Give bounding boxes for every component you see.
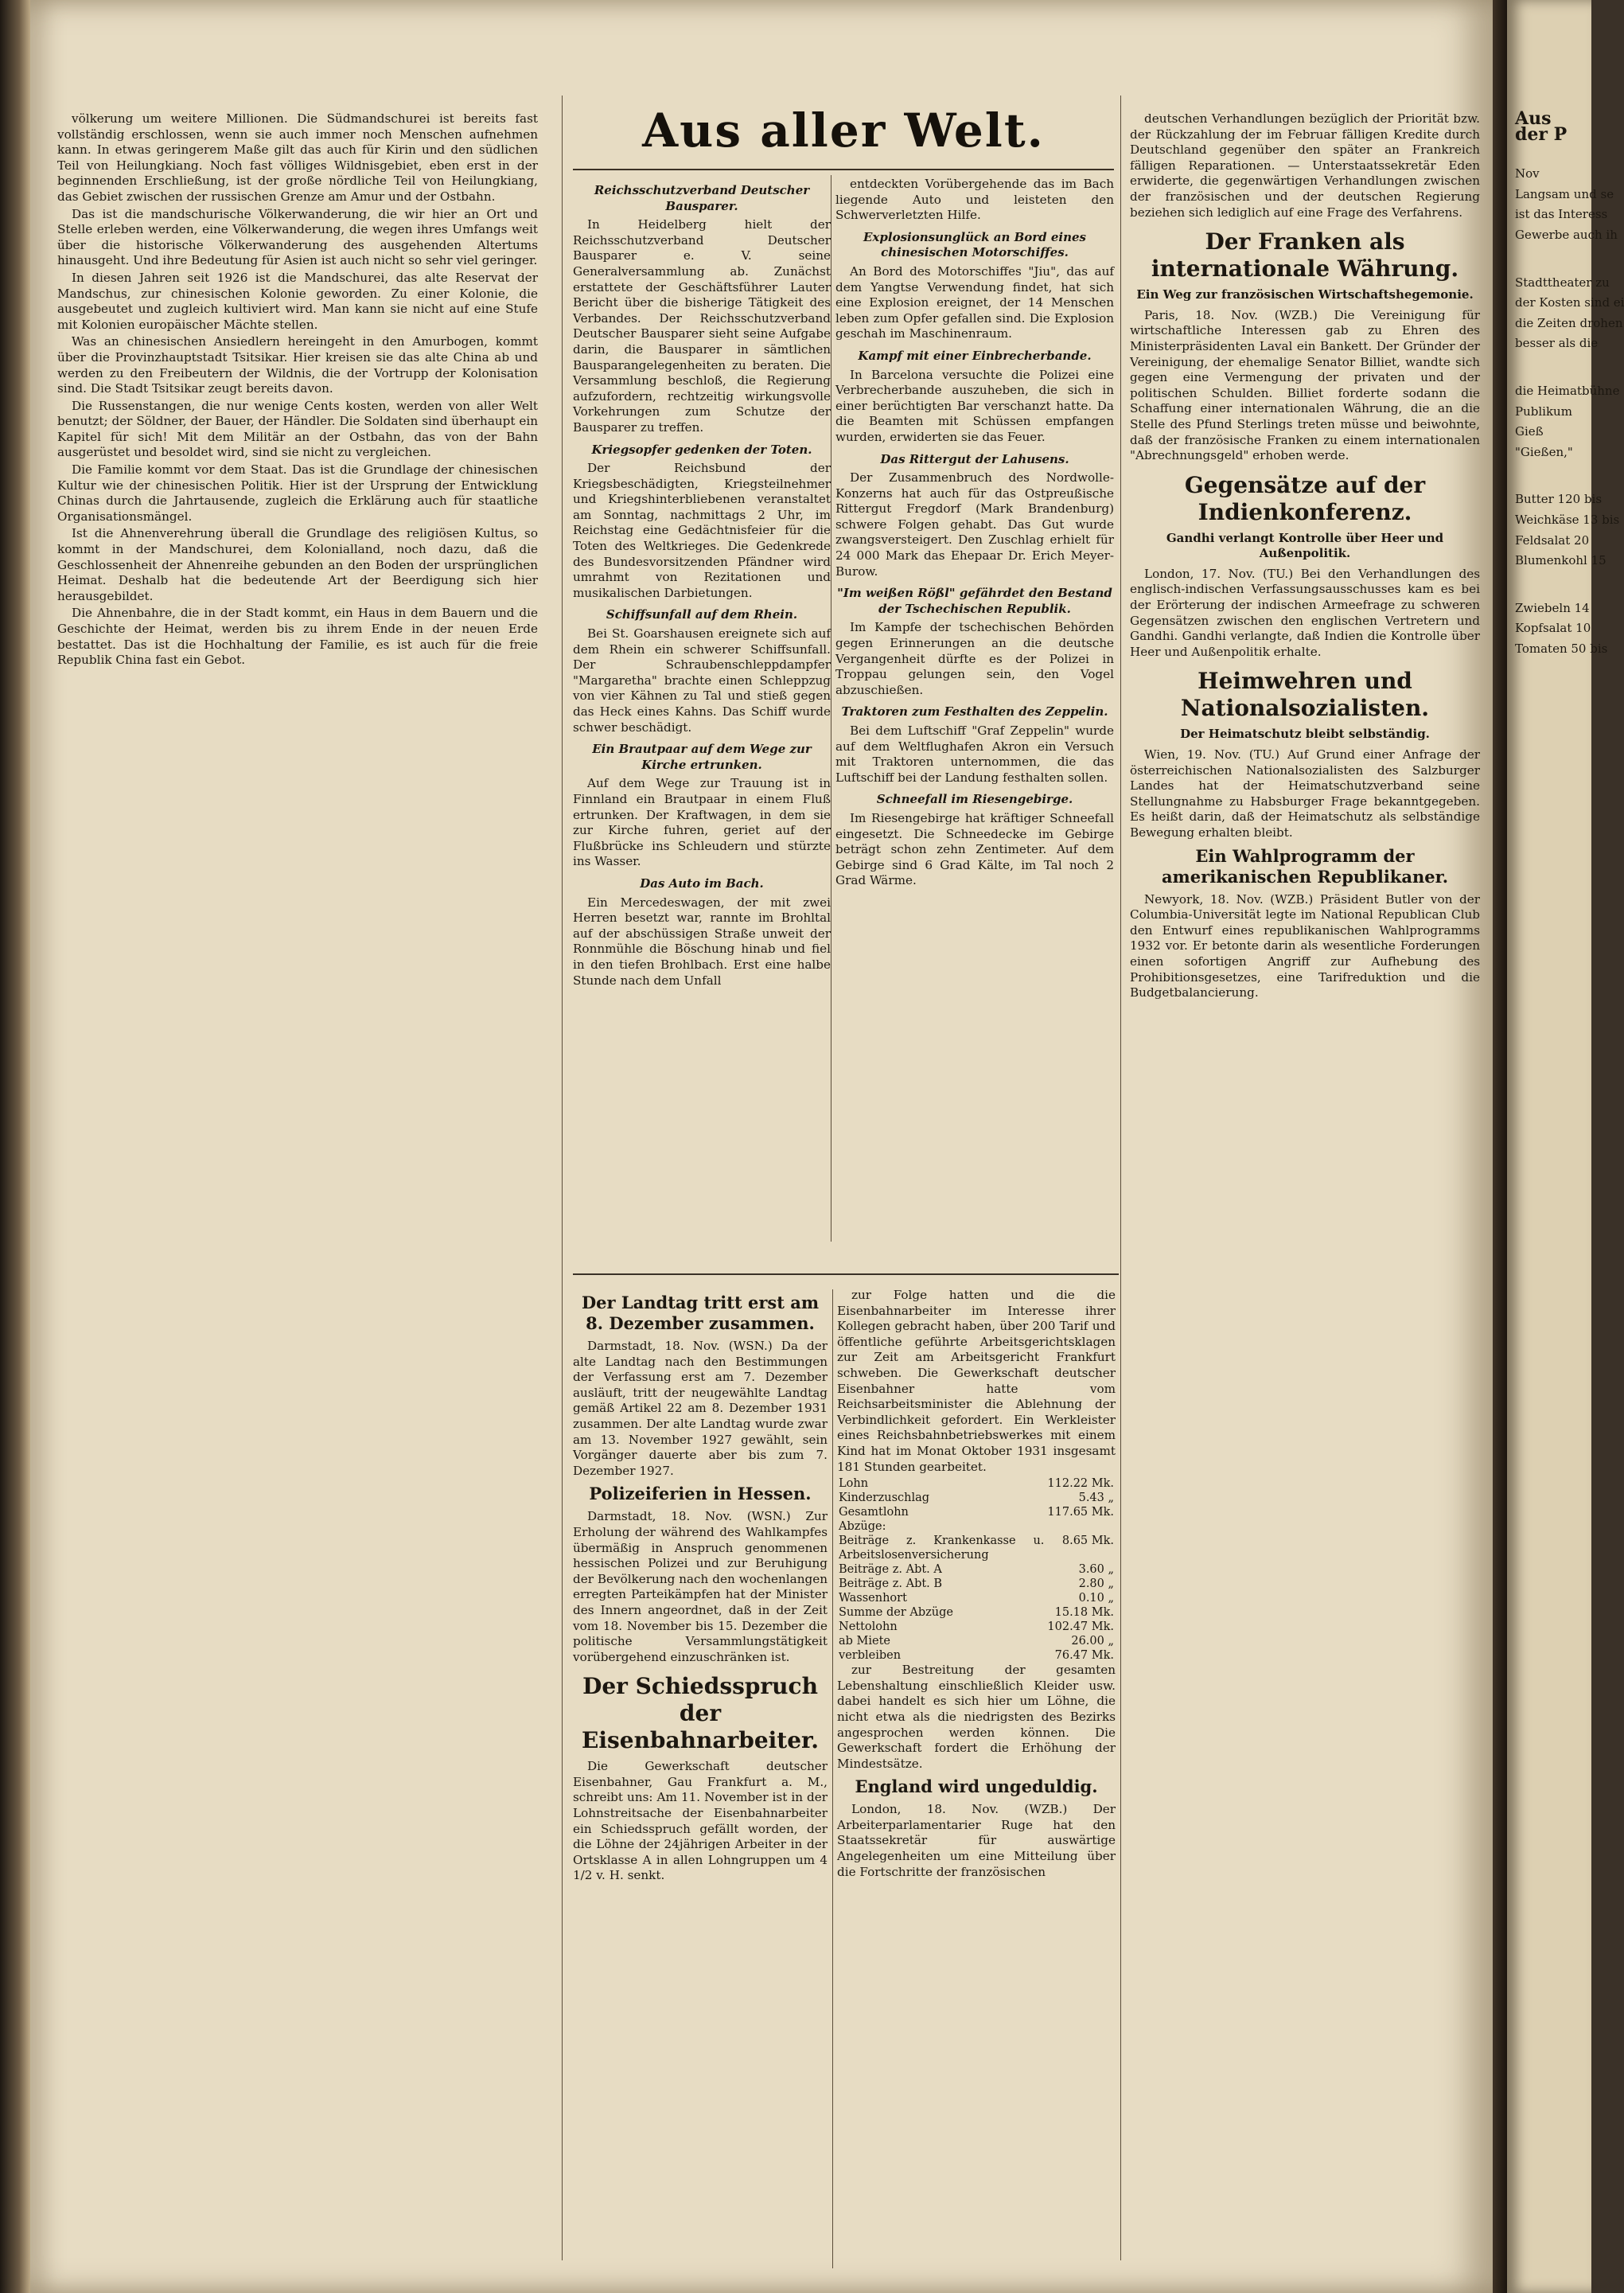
paragraph: Die Ahnenbahre, die in der Stadt kommt, ein Haus in dem Bauern und die Geschichte der Heimat, werden bis zu ihrem Ende in der neuen Erde bestattet. Das ist die Hochhaltung der Familie, es ist auch für die freie Republik China fast ein Gebot. (57, 606, 538, 668)
wage-table-row (837, 1591, 1116, 1605)
adjacent-page-title: Aus der P (1515, 108, 1568, 145)
adjacent-page-line: der Kosten sind ei (1515, 295, 1624, 310)
adjacent-page-line: die Zeiten drohen (1515, 315, 1623, 330)
news-headline: Das Auto im Bach. (640, 875, 764, 891)
news-body: Im Kampfe der tschechischen Behörden gegen Erinnerungen an die deutsche Vergangenheit dürfte es der Polizei in Troppau gelungen sein, den Vogel abzuschießen. (835, 620, 1114, 697)
news-body: In Barcelona versuchte die Polizei eine Verbrecherbande auszuheben, die sich in einer berüchtigten Bar verschanzt hatte. Da die Beamten mit Schüssen empfangen wurden, erwiderten sie das Feuer. (835, 367, 1114, 444)
news-headline: Schiffsunfall auf dem Rhein. (606, 607, 798, 622)
wage-table-row (837, 1534, 1116, 1562)
wage-label: Beiträge z. Abt. A (839, 1563, 942, 1577)
news-column-3 (835, 177, 1114, 891)
article-headline-heimwehren: Heimwehren und Nationalsozialisten. (1180, 668, 1430, 722)
wage-table-row (837, 1491, 1116, 1505)
news-body: Bei dem Luftschiff "Graf Zeppelin" wurde auf dem Weltflughafen Akron ein Versuch mit Traktoren unternommen, die das Luftschiff bei der Landung festhalten sollen. (835, 723, 1114, 785)
article-headline-landtag: Der Landtag tritt erst am 8. Dezember zusammen. (581, 1293, 820, 1333)
book-gutter-left (0, 0, 32, 2293)
wage-label: Beiträge z. Abt. B (839, 1577, 943, 1591)
news-headline: Explosionsunglück an Bord eines chinesischen Motorschiffes. (863, 229, 1086, 260)
news-headline: Schneefall im Riesengebirge. (876, 792, 1073, 807)
wage-value: 3.60 „ (1078, 1563, 1114, 1577)
news-body: Der Zusammenbruch des Nordwolle-Konzerns hat auch für das Ostpreußische Rittergut Fregdorf (Mark Brandenburg) schwere Folgen gehabt. Das Gut wurde zwangsversteigert. Den Zuschlag erhielt für 24 000 Mark das Ehepaar Dr. Erich Meyer-Burow. (835, 470, 1114, 579)
wage-label: Wassenhort (839, 1592, 907, 1605)
wage-table-row (837, 1476, 1116, 1491)
column-divider-1 (562, 96, 563, 2260)
news-headline: Kampf mit einer Einbrecherbande. (858, 348, 1092, 363)
wage-label: Kinderzuschlag (839, 1492, 930, 1505)
section-rule (573, 1273, 1119, 1275)
article-body: Newyork, 18. Nov. (WZB.) Präsident Butler von der Columbia-Universität legte im National Republican Club den Entwurf eines republikanischen Wahlprogramms 1932 vor. Er betonte darin als wesentliche Forderungen einen sofortigen Angriff zur Aufhebung des Prohibitionsgesetzes, eine Tarifreduktion und die Budgetbalancierung. (1130, 891, 1480, 1000)
wage-value: 102.47 Mk. (1047, 1620, 1114, 1634)
wage-label: Nettolohn (839, 1620, 898, 1634)
news-column-2-bottom (573, 1288, 828, 1885)
article-body: zur Folge hatten und die die Eisenbahnarbeiter im Interesse ihrer Kollegen gebracht haben, über 200 Tarif und öffentliche geführte Arbeitsgerichtsklagen zur Zeit am Arbeitsgericht Frankfurt schweben. Die Gewerkschaft deutscher Eisenbahner hatte vom Reichsarbeitsminister die Ablehnung der Verbindlichkeit gefordert. Ein Werkleister eines Reichsbahnbetriebswerkes mit einem Kind hat im Monat Oktober 1931 insgesamt 181 Stunden gearbeitet. (837, 1288, 1116, 1474)
adjacent-page-line: die Heimatbühne (1515, 383, 1620, 398)
article-body: London, 17. Nov. (TU.) Bei den Verhandlungen des englisch-indischen Verfassungsausschusses kam es bei der Erörterung der indischen Armeefrage zu schweren Gegensätzen zwischen den englischen Vertretern und Gandhi. Gandhi verlangte, daß Indien die Kontrolle über Heer und Außenpolitik erhalte. (1130, 566, 1480, 659)
wage-value: 117.65 Mk. (1047, 1506, 1114, 1519)
wage-value: 76.47 Mk. (1054, 1649, 1114, 1663)
news-body: An Bord des Motorschiffes "Jiu", das auf dem Yangtse Verwendung findet, hat sich eine Explosion ereignet, der 14 Menschen leben zum Opfer gefallen sind. Die Explosion geschah im Maschinenraum. (835, 263, 1114, 341)
article-headline-franken: Der Franken als internationale Währung. (1151, 228, 1459, 283)
adjacent-page-line: Gieß (1515, 424, 1544, 439)
adjacent-page-line: Publikum (1515, 404, 1572, 419)
news-headline: Reichsschutzverband Deutscher Bausparer. (594, 183, 810, 213)
wage-table-row (837, 1605, 1116, 1620)
article-headline-wahlprogramm: Ein Wahlprogramm der amerikanischen Republikaner. (1161, 845, 1449, 887)
adjacent-page-line: Stadttheater zu (1515, 275, 1610, 290)
wage-value: 112.22 Mk. (1047, 1477, 1114, 1491)
column-divider-3 (1120, 96, 1121, 2260)
adjacent-page-line: "Gießen," (1515, 444, 1573, 459)
article-deck: Der Heimatschutz bleibt selbständig. (1180, 727, 1430, 742)
news-body: Im Riesengebirge hat kräftiger Schneefall eingesetzt. Die Schneedecke im Gebirge beträgt schon zehn Zentimeter. Auf dem Gebirge sind 6 Grad Kälte, im Tal noch 2 Grad Wärme. (835, 810, 1114, 888)
news-column-3-bottom (837, 1288, 1116, 1882)
paragraph: Das ist die mandschurische Völkerwanderung, die wir hier an Ort und Stelle erleben werden, eine Völkerwanderung, die wegen ihres Umfangs weit über die historische Völkerwanderung des ausgehenden Altertums hinausgeht. Und ihre Bedeutung für Asien ist auch nicht so sehr viel geringer. (57, 206, 538, 268)
news-body: Der Reichsbund der Kriegsbeschädigten, Kriegsteilnehmer und Kriegshinterbliebenen veranstaltet am Sonntag, nachmittags 2 Uhr, im Reichstag eine Gedächtnisfeier für die Toten des Weltkrieges. Die Gedenkrede des Bundesvorsitzenden Pfändner wird umrahmt von Rezitationen und musikalischen Darbietungen. (573, 461, 831, 600)
news-headline: Traktoren zum Festhalten des Zeppelin. (841, 704, 1108, 719)
adjacent-page-line: Gewerbe auch ih (1515, 227, 1618, 242)
wage-table-row (837, 1577, 1116, 1591)
news-body: Auf dem Wege zur Trauung ist in Finnland ein Brautpaar in einem Fluß ertrunken. Der Kraftwagen, in dem sie zur Kirche fuhren, geriet auf der Flußbrücke ins Schleudern und stürzte ins Wasser. (573, 776, 831, 869)
adjacent-page-line: Langsam und se (1515, 186, 1614, 201)
wage-label: Lohn (839, 1477, 869, 1491)
article-headline-polizei: Polizeiferien in Hessen. (589, 1484, 812, 1504)
news-headline: Kriegsopfer gedenken der Toten. (591, 442, 812, 457)
article-body: Wien, 19. Nov. (TU.) Auf Grund einer Anfrage der österreichischen Nationalsozialisten des Salzburger Landes hat der Heimatschutzverband seine Stellungnahme zu Habsburger Frage bekanntgegeben. Es heißt darin, daß der Heimatschutz als selbständige Bewegung erhalten bleibt. (1130, 747, 1480, 840)
adjacent-page-line: Kopfsalat 10 (1515, 621, 1591, 636)
wage-value: 5.43 „ (1078, 1492, 1114, 1505)
paragraph: Was an chinesischen Ansiedlern hereingeht in den Amurbogen, kommt über die Provinzhauptstadt Tsitsikar. Hier kreisen sie das alte China ab und werden zu den Freibeutern der Wildnis, die der Vortrupp der Kolonisation sind. Die Stadt Tsitsikar zeugt bereits davon. (57, 334, 538, 396)
adjacent-page-line: Blumenkohl 15 (1515, 553, 1606, 568)
wage-table-row (837, 1519, 1116, 1534)
adjacent-page (1507, 0, 1624, 2293)
article-body: Paris, 18. Nov. (WZB.) Die Vereinigung für wirtschaftliche Interessen gab zu Ehren des Ministerpräsidenten Laval ein Bankett. Der Gründer der Vereinigung, der ehemalige Senator Billiet, wandte sich gegen eine Vermengung der privaten und der politischen Schulden. Billiet forderte sodann die Schaffung einer internationalen Währung, die an die Stelle des Pfund Sterlings treten müsse und beiwohnte, daß der französische Franken zu einem internationalen "Abrechnungsgeld" erhoben werde. (1130, 307, 1480, 463)
wage-value: 26.00 „ (1071, 1635, 1114, 1648)
wage-table-row (837, 1648, 1116, 1663)
paragraph: Die Russenstangen, die nur wenige Cents kosten, werden von aller Welt benutzt; der Söldner, der Bauer, der Händler. Die Soldaten sind überhaupt ein Kapitel für sich! Mit dem Militär an der Ostbahn, das von der Bahn ausgerüstet und besoldet wird, sind sie nicht zu vergleichen. (57, 398, 538, 460)
article-body: Die Gewerkschaft deutscher Eisenbahner, Gau Frankfurt a. M., schreibt uns: Am 11. November ist in der Lohnstreitsache der Eisenbahnarbeiter ein Schiedsspruch gefällt worden, der die Löhne der 24jährigen Arbeiter in der Ortsklasse A in allen Lohngruppen um 4 1/2 v. H. senkt. (573, 1759, 828, 1883)
wage-label: Gesamtlohn (839, 1506, 909, 1519)
adjacent-page-fragments (1515, 166, 1624, 657)
masthead-rule (573, 169, 1114, 170)
news-headline: Das Rittergut der Lahusens. (880, 451, 1069, 466)
article-body: Darmstadt, 18. Nov. (WSN.) Zur Erholung der während des Wahlkampfes übermäßig in Anspruch genommenen hessischen Polizei und zur Beruhigung der Bevölkerung nach den wochenlangen erregten Parteikämpfen hat der Minister des Innern angeordnet, daß in der Zeit vom 18. November bis 15. Dezember die politische Versammlungstätigkeit vorübergehend einzuschränken ist. (573, 1509, 828, 1664)
wage-table-row (837, 1620, 1116, 1634)
wage-table-row (837, 1562, 1116, 1577)
paragraph: völkerung um weitere Millionen. Die Südmandschurei ist bereits fast vollständig erschlossen, wenn sie auch immer noch Menschen aufnehmen kann. In etwas geringerem Maße gilt das auch für Kirin und den südlichen Teil von Heilungkiang. Noch fast völliges Wildnisgebiet, eben erst in der beginnenden Erschließung, ist der große nördliche Teil von Heilungkiang, das Gebiet zwischen der russischen Grenze am Amur und der Ostbahn. (57, 111, 538, 204)
news-body: In Heidelberg hielt der Reichsschutzverband Deutscher Bausparer e. V. seine Generalversammlung ab. Zunächst erstattete der Geschäftsführer Lauter Bericht über die bisherige Tätigkeit des Verbandes. Der Reichsschutzverband Deutscher Bausparer sieht seine Aufgabe darin, die Bausparer in sämtlichen Bausparangelegenheiten zu beraten. Die Versammlung beschloß, die Regierung aufzufordern, rechtzeitig wirkungsvolle Vorkehrungen zum Schutze der Bausparer zu treffen. (573, 217, 831, 435)
wage-table (837, 1476, 1116, 1663)
paragraph: In diesen Jahren seit 1926 ist die Mandschurei, das alte Reservat der Mandschus, zur chinesischen Kolonie geworden. Zu einer Kolonie, die ausgebeutet und zugleich kultiviert wird. Man kann sie nicht auf eine Stufe mit Kolonien europäischer Mächte stellen. (57, 270, 538, 332)
article-body: London, 18. Nov. (WZB.) Der Arbeiterparlamentarier Ruge hat den Staatssekretär für auswärtige Angelegenheiten um eine Mitteilung über die Fortschritte der französischen (837, 1802, 1116, 1879)
article-body: deutschen Verhandlungen bezüglich der Priorität bzw. der Rückzahlung der im Februar fälligen Kredite durch Deutschland gegenüber den später an Frankreich fälligen Reparationen. — Unterstaatssekretär Eden erwiderte, die gegenwärtigen Verhandlungen zwischen der französischen und der deutschen Regierung beziehen sich lediglich auf eine Frage des Verfahrens. (1130, 111, 1480, 220)
paragraph: Ist die Ahnenverehrung überall die Grundlage des religiösen Kultus, so kommt in der Mandschurei, dem Kolonialland, noch dazu, daß die Geschlossenheit der Ahnenreihe gebunden an den Boden der ursprünglichen Heimat. Deshalb hat die bedeutende Art der Beerdigung sich hier herausgebildet. (57, 526, 538, 603)
news-headline: Ein Brautpaar auf dem Wege zur Kirche ertrunken. (592, 742, 812, 772)
wage-label: verbleiben (839, 1649, 902, 1663)
news-body: entdeckten Vorübergehende das im Bach liegende Auto und leisteten den Schwerverletzten Hilfe. (835, 177, 1114, 223)
adjacent-page-line: besser als die (1515, 336, 1599, 351)
adjacent-page-line: Tomaten 50 bis (1515, 641, 1608, 656)
news-body: Bei St. Goarshausen ereignete sich auf dem Rhein ein schwerer Schiffsunfall. Der Schraubenschleppdampfer "Margaretha" brachte einen Schleppzug von vier Kähnen zu Tal und stieß gegen das Heck eines Kahns. Das Schiff wurde schwer beschädigt. (573, 626, 831, 735)
wage-label: Beiträge z. Krankenkasse u. Arbeitslosenversicherung (839, 1535, 1045, 1562)
article-deck: Ein Weg zur französischen Wirtschaftshegemonie. (1136, 287, 1474, 302)
wage-value (1046, 1519, 1116, 1534)
adjacent-page-line: ist das Interess (1515, 207, 1608, 222)
article-headline-england: England wird ungeduldig. (855, 1776, 1098, 1797)
wage-label: ab Miete (839, 1635, 891, 1648)
wage-value: 0.10 „ (1078, 1592, 1114, 1605)
wage-value: 8.65 Mk. (1061, 1535, 1114, 1548)
article-headline-schiedsspruch: Der Schiedsspruch der Eisenbahnarbeiter. (582, 1673, 819, 1754)
adjacent-page-line: Zwiebeln 14 (1515, 600, 1590, 615)
wage-value: 15.18 Mk. (1054, 1606, 1114, 1620)
adjacent-page-line: Feldsalat 20 (1515, 532, 1590, 548)
book-fold (1493, 0, 1507, 2293)
wage-table-row (837, 1505, 1116, 1519)
wage-label: Abzüge: (839, 1520, 886, 1534)
article-body: Darmstadt, 18. Nov. (WSN.) Da der alte Landtag nach den Bestimmungen der Verfassung erst am 7. Dezember ausläuft, tritt der neugewählte Landtag gemäß Artikel 22 am 8. Dezember 1931 zusammen. Der alte Landtag wurde zwar am 13. November 1927 gewählt, sein Vorgänger dauerte aber bis zum 7. Dezember 1927. (573, 1339, 828, 1478)
news-headline: "Im weißen Rößl" gefährdet den Bestand der Tschechischen Republik. (837, 586, 1112, 616)
adjacent-page-line: Nov (1515, 166, 1540, 181)
wage-value: 2.80 „ (1078, 1577, 1114, 1591)
wage-label: Summe der Abzüge (839, 1606, 953, 1620)
article-deck: Gandhi verlangt Kontrolle über Heer und Außenpolitik. (1166, 530, 1444, 561)
news-column-4 (1130, 111, 1480, 1003)
article-mandschurei (57, 111, 538, 670)
news-body: Ein Mercedeswagen, der mit zwei Herren besetzt war, rannte im Brohltal auf der abschüssigen Straße unweit der Ronnmühle die Böschung hinab und fiel in den tiefen Brohlbach. Erst eine halbe Stunde nach dem Unfall (573, 895, 831, 988)
page-title: Aus aller Welt. (642, 103, 1045, 158)
column-divider-2b (832, 1289, 833, 2268)
paragraph: Die Familie kommt vor dem Staat. Das ist die Grundlage der chinesischen Kultur wie der chinesischen Politik. Hier ist der Ursprung der Entwicklung Chinas durch die Jahrtausende, zugleich die Erklärung auch für staatliche Organisationsmängel. (57, 462, 538, 524)
wage-table-row (837, 1634, 1116, 1648)
news-column-2 (573, 177, 831, 990)
article-body: zur Bestreitung der gesamten Lebenshaltung einschließlich Kleider usw. dabei handelt es sich hier um Löhne, die nicht etwa als die niedrigsten des Bezirks angesprochen werden können. Die Gewerkschaft fordert die Erhöhung der Mindestsätze. (837, 1663, 1116, 1771)
adjacent-page-line: Butter 120 bis (1515, 492, 1603, 507)
adjacent-page-line: Weichkäse 13 bis (1515, 512, 1620, 527)
article-headline-indien: Gegensätze auf der Indienkonferenz. (1184, 471, 1426, 525)
